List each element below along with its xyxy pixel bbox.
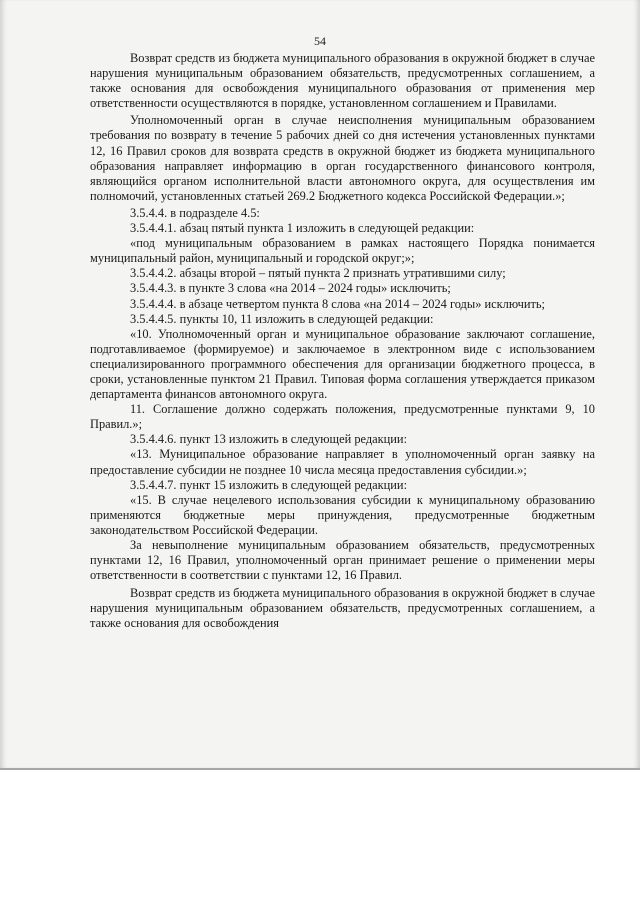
page-number: 54 [314,34,326,48]
document-body [90,51,595,632]
paragraph: 3.5.4.4.6. пункт 13 изложить в следующей редакции: [130,432,408,447]
paragraph: «13. Муниципальное образование направляет в уполномоченный орган заявку на предоставление субсидии не позднее 10 числа месяца предоставления субсидии.»; [90,447,595,477]
paragraph: Возврат средств из бюджета муниципального образования в окружной бюджет в случае нарушения муниципальным образованием обязательств, предусмотренных соглашением, а также основания для освобождения муниципального образования от применения мер ответственности осуществляются в порядке, установленном соглашением и Правилами. [90,51,595,111]
paragraph: 3.5.4.4.4. в абзаце четвертом пункта 8 слова «на 2014 – 2024 годы» исключить; [130,296,545,311]
paragraph: 3.5.4.4.2. абзацы второй – пятый пункта 2 признать утратившими силу; [130,266,506,281]
paragraph: Уполномоченный орган в случае неисполнения муниципальным образованием требования по возврату в течение 5 рабочих дней со дня истечения установленных пунктами 12, 16 Правил сроков для возврата средств в окружной бюджет из бюджета муниципального образования направляет информацию в орган государственного финансового контроля, являющийся органом исполнительной власти автономного округа, для осуществления им полномочий, установленных статьей 269.2 Бюджетного кодекса Российской Федерации.»; [90,113,595,203]
paragraph: 3.5.4.4.3. в пункте 3 слова «на 2014 – 2024 годы» исключить; [130,281,451,296]
paragraph: 3.5.4.4.1. абзац пятый пункта 1 изложить в следующей редакции: [130,221,475,236]
paragraph: «15. В случае нецелевого использования субсидии к муниципальному образованию применяются бюджетные меры принуждения, предусмотренные бюджетным законодательством Российской Федерации. [90,492,595,537]
paragraph: «под муниципальным образованием в рамках настоящего Порядка понимается муниципальный район, муниципальный и городской округ;»; [90,236,595,266]
paragraph: За невыполнение муниципальным образованием обязательств, предусмотренных пунктами 12, 16 Правил, уполномоченный орган принимает решение о применении меры ответственности в соответствии с пунктами 12, 16 Правил. [90,538,595,583]
paragraph: «10. Уполномоченный орган и муниципальное образование заключают соглашение, подготавливаемое (формируемое) и заключаемое в электронном виде с использованием специализированного программного обеспечения для организации бюджетного процесса, в сроки, установленные пунктом 21 Правил. Типовая форма соглашения утверждается приказом департамента финансов автономного округа. [90,326,595,402]
paragraph: 3.5.4.4. в подразделе 4.5: [130,205,260,220]
paragraph: 3.5.4.4.5. пункты 10, 11 изложить в следующей редакции: [130,311,434,326]
paragraph: Возврат средств из бюджета муниципального образования в окружной бюджет в случае нарушения муниципальным образованием обязательств, предусмотренных соглашением, а также основания для освобождения [90,586,595,631]
paragraph: 3.5.4.4.7. пункт 15 изложить в следующей редакции: [130,477,408,492]
paragraph: 11. Соглашение должно содержать положения, предусмотренные пунктами 9, 10 Правил.»; [90,402,595,432]
